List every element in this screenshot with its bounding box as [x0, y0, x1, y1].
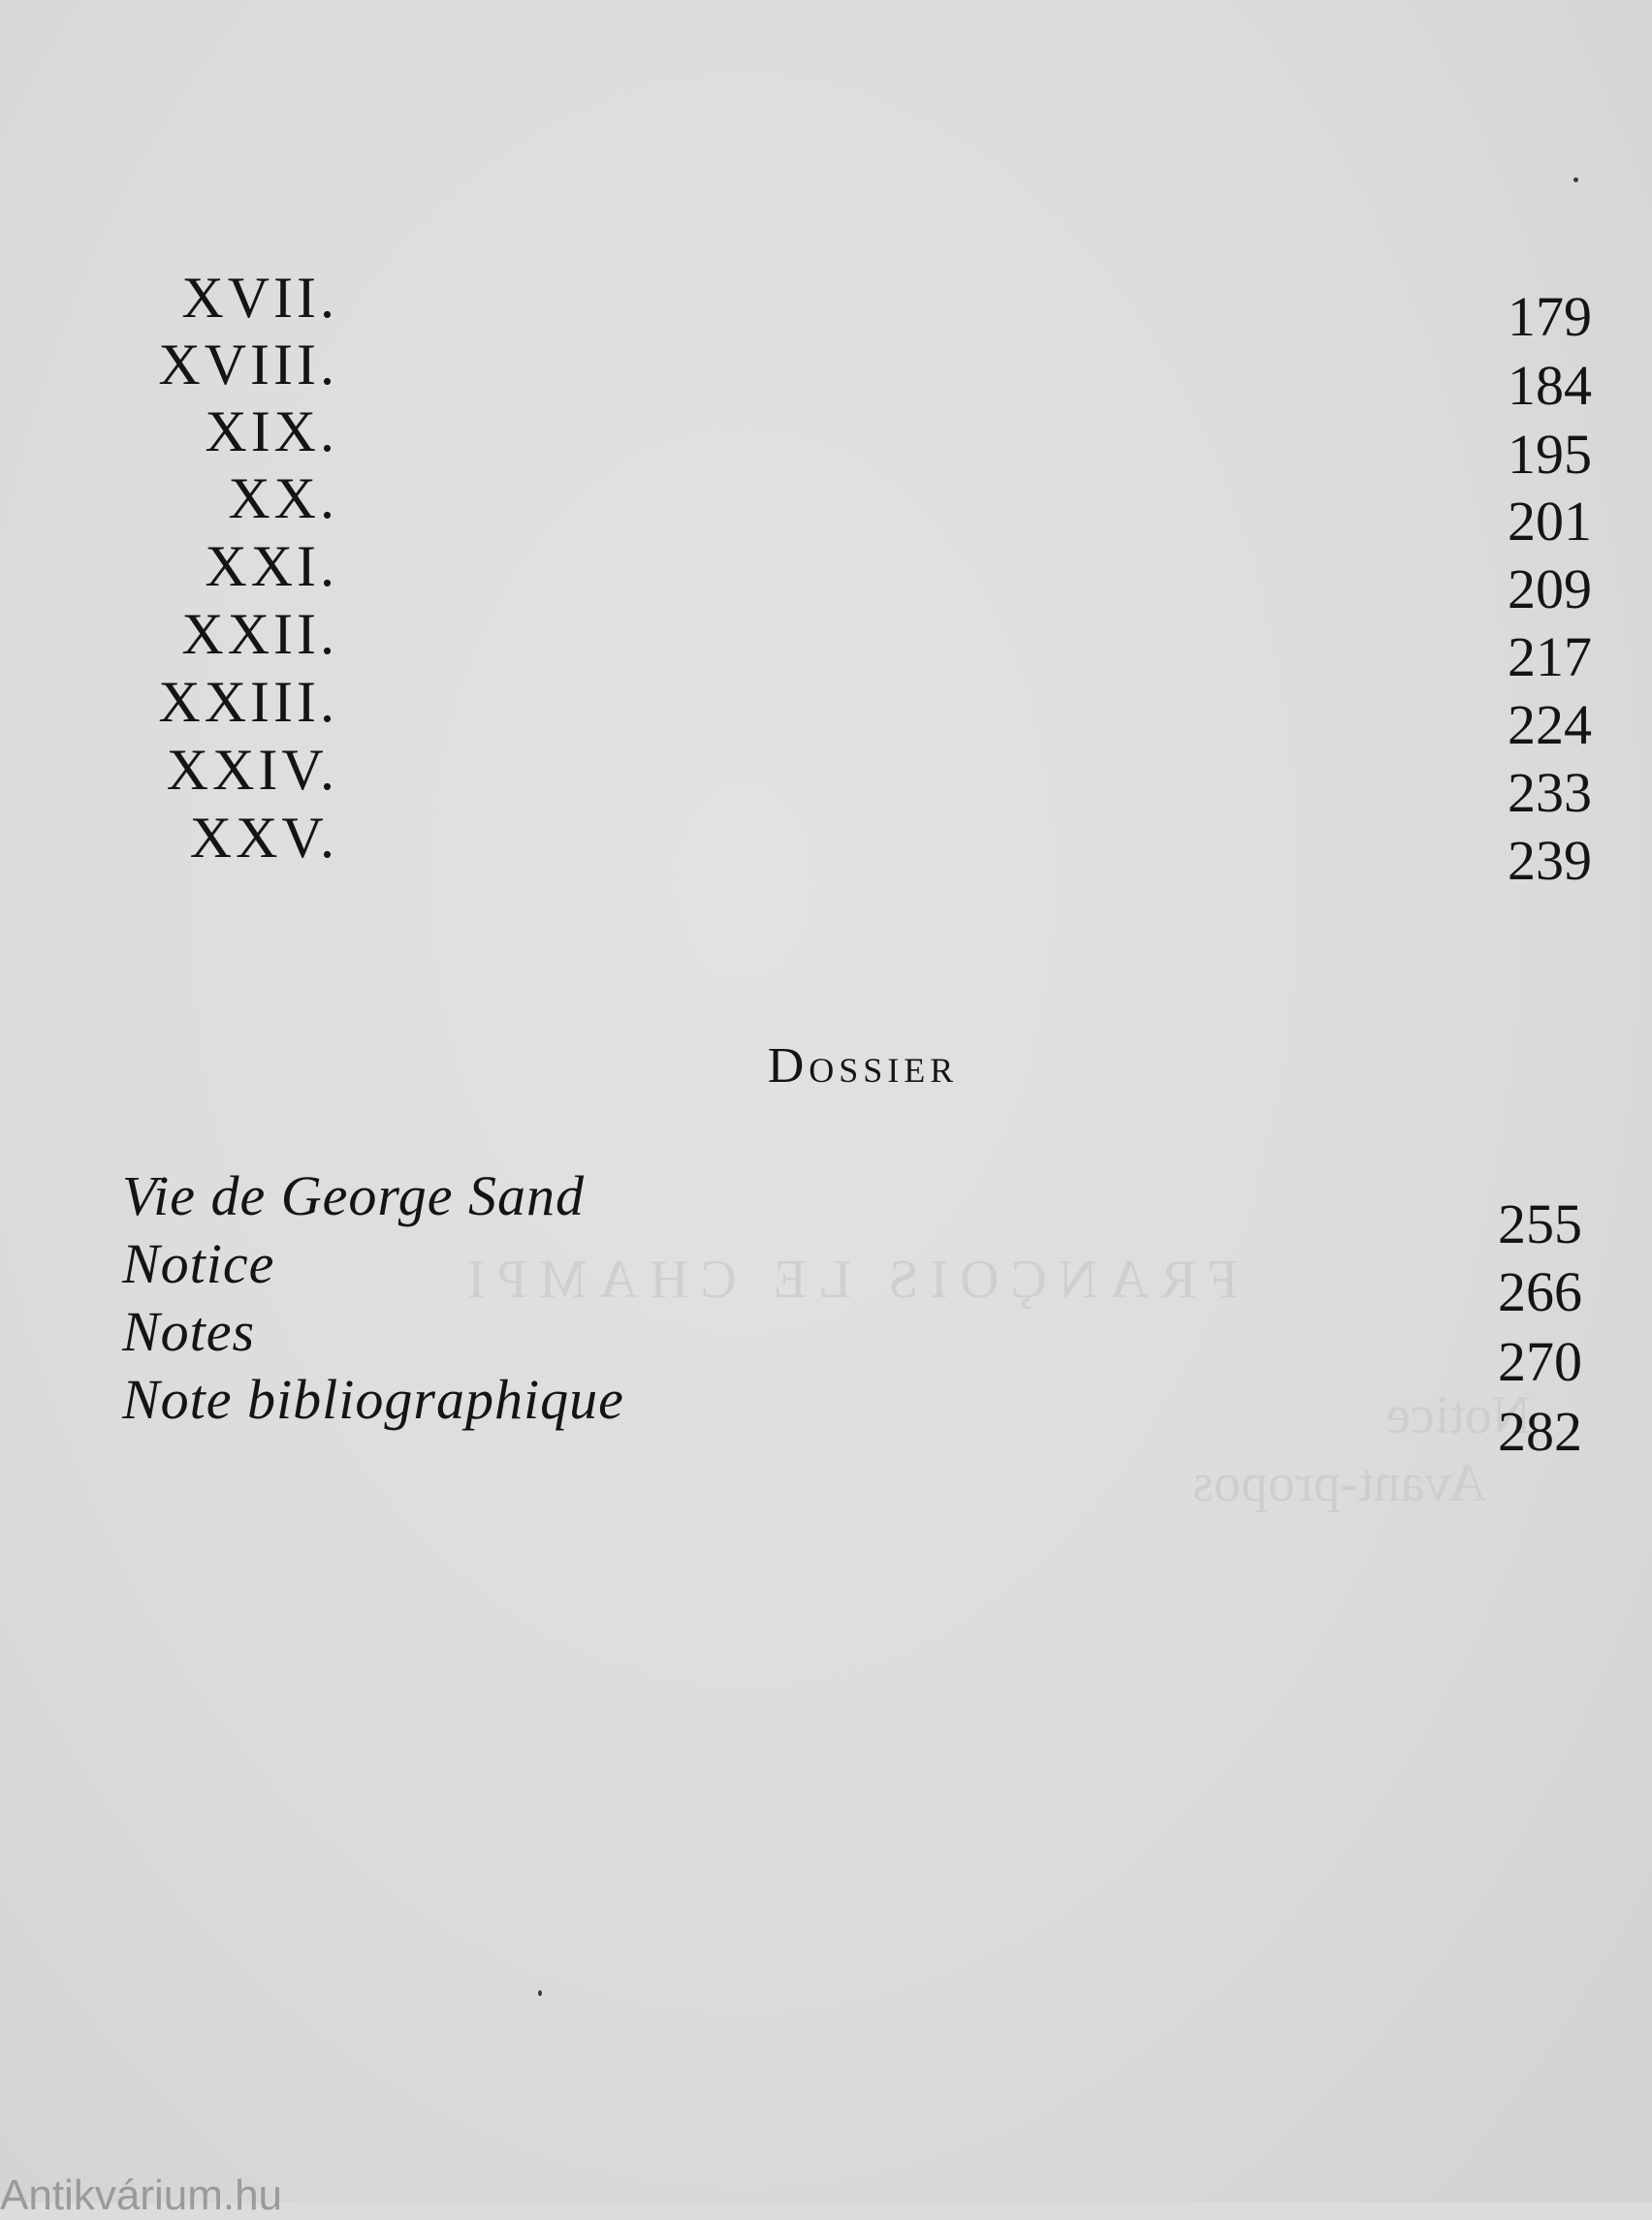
show-through-avant-propos: Avant-propos: [1192, 1453, 1487, 1513]
toc-row: [0, 668, 1652, 756]
page-number: 217: [1508, 625, 1592, 688]
toc-row: [0, 397, 1652, 486]
page-number: 209: [1508, 557, 1592, 620]
chapter-number: XXII.: [181, 602, 338, 666]
section-heading: Dossier: [767, 1038, 959, 1094]
entry-title: Note bibliographique: [122, 1368, 624, 1431]
toc-row: [0, 600, 1652, 688]
page-number: 184: [1508, 354, 1592, 417]
page-number: 282: [1498, 1400, 1582, 1463]
chapter-number: XXV.: [189, 806, 338, 870]
page-number: 255: [1498, 1192, 1582, 1255]
toc-row: [0, 1161, 1652, 1255]
page-number: 233: [1508, 761, 1592, 824]
page-number: 239: [1508, 829, 1592, 892]
chapter-number: XXIII.: [158, 670, 338, 734]
page-number: 266: [1498, 1260, 1582, 1323]
toc-row: [0, 804, 1652, 892]
chapter-number: XVIII.: [158, 333, 338, 396]
page-number: 179: [1508, 285, 1592, 348]
entry-title: Notice: [122, 1232, 275, 1295]
dust-speck: [1573, 177, 1578, 182]
toc-row: [0, 264, 1652, 348]
chapter-number: XIX.: [205, 399, 338, 463]
chapter-number: XXIV.: [166, 738, 338, 802]
chapter-number: XXI.: [205, 534, 338, 598]
page-number: 201: [1508, 490, 1592, 553]
page-number: 270: [1498, 1330, 1582, 1393]
toc-row: [0, 1365, 1652, 1463]
toc-row: [0, 532, 1652, 620]
page-number: 224: [1508, 693, 1592, 756]
show-through-notice: Notice: [1386, 1385, 1532, 1445]
toc-row: [0, 1297, 1652, 1393]
watermark: Antikvárium.hu: [0, 2172, 283, 2219]
toc-row: [0, 464, 1652, 553]
show-through-title: FRANÇOIS LE CHAMPI: [456, 1250, 1239, 1310]
dust-speck: [538, 1990, 542, 1996]
chapter-number: XVII.: [181, 266, 338, 330]
chapter-number: XX.: [228, 466, 338, 530]
toc-row: [0, 1229, 1652, 1323]
entry-title: Notes: [122, 1300, 256, 1363]
toc-row: [0, 736, 1652, 824]
page-number: 195: [1508, 423, 1592, 486]
toc-row: [0, 331, 1652, 417]
entry-title: Vie de George Sand: [122, 1164, 586, 1227]
